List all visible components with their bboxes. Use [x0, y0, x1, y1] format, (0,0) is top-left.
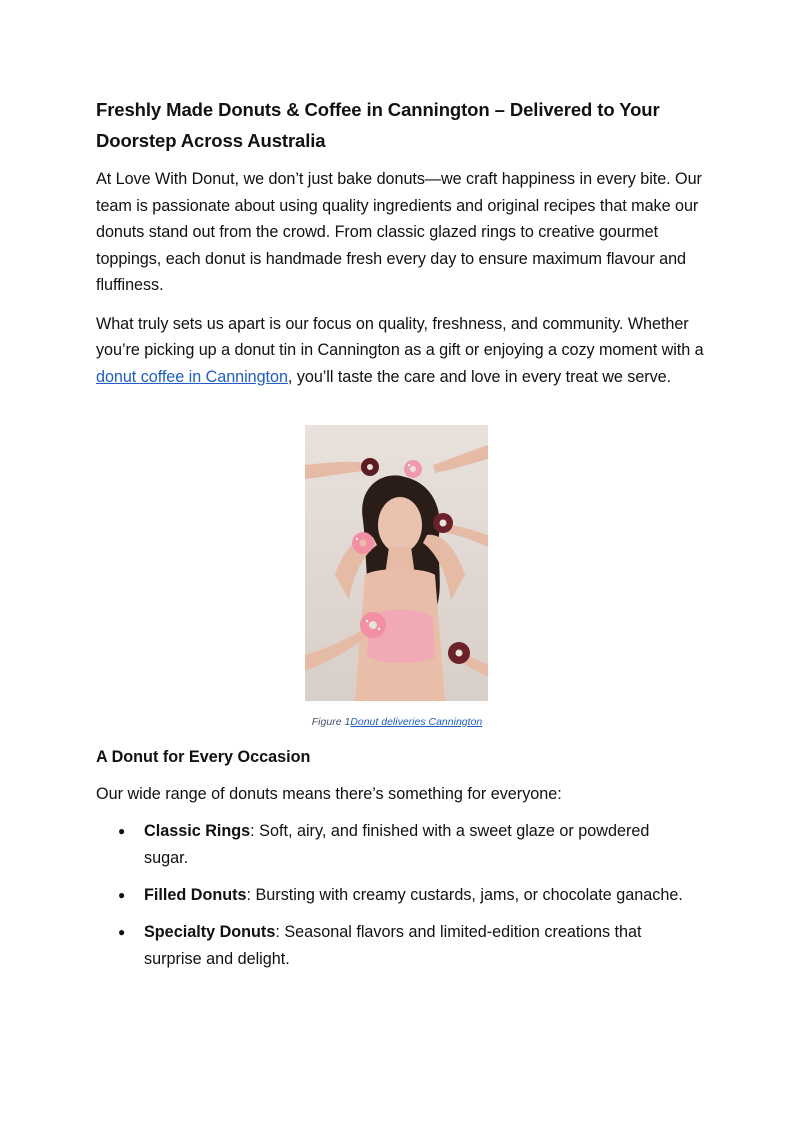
- list-item-term: Specialty Donuts: [144, 923, 276, 941]
- list-item-desc: : Seasonal flavors and limited-edition creations that surprise and delight.: [144, 923, 642, 968]
- list-item-term: Classic Rings: [144, 822, 251, 840]
- donut-photo: [305, 425, 488, 701]
- quality-paragraph: [96, 311, 706, 391]
- list-item: [96, 818, 696, 872]
- document-body: [96, 94, 706, 402]
- section-intro: Our wide range of donuts means there’s something for everyone:: [96, 785, 562, 803]
- figure-caption: [0, 716, 794, 728]
- list-item-desc: : Soft, airy, and finished with a sweet glaze or powdered sugar.: [144, 822, 650, 867]
- section-title: A Donut for Every Occasion: [96, 748, 311, 766]
- bullet-icon: ●: [118, 925, 126, 939]
- donut-deliveries-link[interactable]: Donut deliveries Cannington: [350, 716, 483, 728]
- bullet-icon: ●: [118, 824, 126, 838]
- list-item: [96, 882, 696, 909]
- donut-types-list: [96, 818, 696, 983]
- intro-paragraph: At Love With Donut, we don’t just bake donuts—we craft happiness in every bite. Our team is passionate about using quality ingredients and original recipes that make our donuts stand out from the crowd. From classic glazed rings to creative gourmet toppings, each donut is handmade fresh every day to ensure maximum flavour and fluffiness.: [96, 170, 702, 294]
- bullet-icon: ●: [118, 888, 126, 902]
- page-title: Freshly Made Donuts & Coffee in Cannington – Delivered to Your Doorstep Across Australia: [96, 99, 660, 151]
- quality-text-after: , you’ll taste the care and love in every treat we serve.: [287, 367, 672, 386]
- list-item-desc: : Bursting with creamy custards, jams, or chocolate ganache.: [246, 886, 683, 904]
- quality-text-before: What truly sets us apart is our focus on quality, freshness, and community. Whether you’re picking up a donut tin in Cannington as a gift or enjoying a cozy moment with a: [96, 314, 704, 359]
- donut-coffee-link[interactable]: donut coffee in Cannington: [96, 367, 288, 386]
- list-item: [96, 919, 696, 973]
- figure-caption-prefix: Figure 1: [311, 716, 351, 728]
- list-item-term: Filled Donuts: [144, 886, 247, 904]
